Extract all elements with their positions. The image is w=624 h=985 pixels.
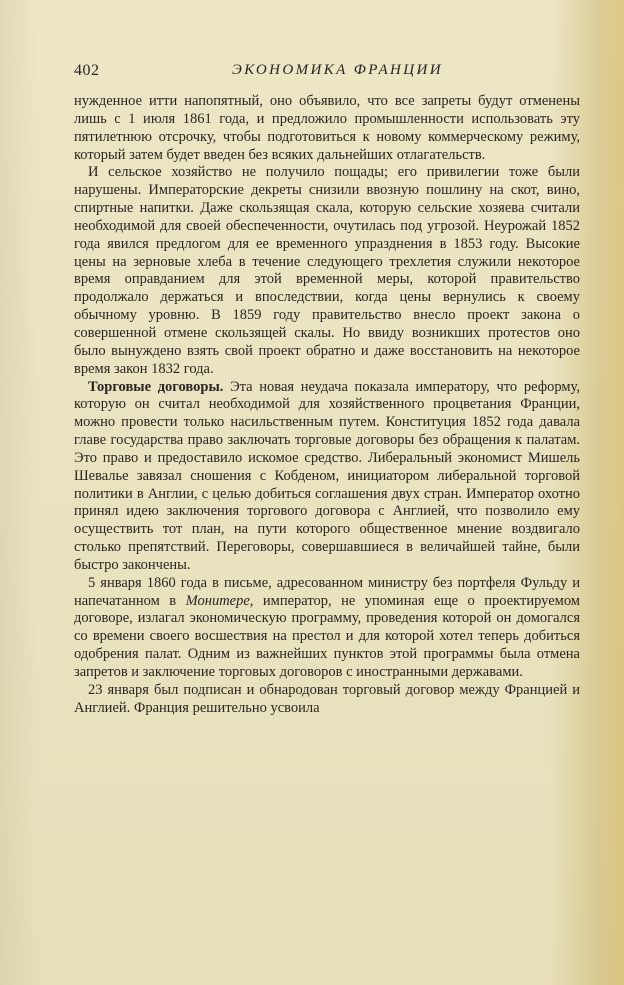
running-title: ЭКОНОМИКА ФРАНЦИИ [232, 62, 443, 78]
paragraph-january-5-part-b: , император, не упоминая еще о проектируемом договоре, излагал экономическую программу, проведения которой он домогался со времени своего восшествия на престол и для которой хотел теперь добиться одобрения палат. Одним из важнейших пунктов этой программы была отмена запретов и заключение торговых договоров с иностранными державами. [74, 592, 580, 680]
paragraph-trade-treaties-text: Эта новая неудача показала императору, что реформу, которую он считал необходимой для хозяйственного процветания Франции, можно провести только насильственным путем. Конституция 1852 года давала главе государства право заключать торговые договоры без обращения к палатам. Это право и предоставило искомое средство. Либеральный экономист Мишель Шевалье завязал сношения с Кобденом, инициатором либеральной торговой политики в Англии, с целью добиться соглашения двух стран. Император охотно принял идею заключения торгового договора с Англией, что позволило ему осуществить тот план, на пути которого общественное мнение воздвигало столько препятствий. Переговоры, совершавшиеся в величайшей тайне, были быстро закончены. [74, 378, 580, 573]
paragraph-january-23: 23 января был подписан и обнародован торговый договор между Францией и Англией. Франция решительно усвоила [74, 681, 580, 716]
newspaper-title-moniteur: Монитере [185, 592, 250, 609]
page-header [74, 62, 584, 86]
paragraph-trade-treaties [74, 379, 580, 575]
paragraph-january-5 [74, 575, 580, 682]
section-heading-trade-treaties: Торговые договоры. [88, 378, 224, 395]
body-text [74, 92, 580, 718]
paragraph-agriculture: И сельское хозяйство не получило пощады; его привилегии тоже были нарушены. Императорские декреты снизили ввозную пошлину на скот, вино, спиртные напитки. Даже скользящая скала, которую сельские хозяева считали необходимой для своей обеспеченности, очутилась под угрозой. Неурожай 1852 года явился предлогом для ее временного упразднения в 1853 году. Высокие цены на зерновые хлеба в течение следующего трехлетия служили некоторое время оправданием для этой временной меры, которой правительство продолжало держаться и впоследствии, когда цены вернулись к своему обычному уровню. В 1859 году правительство внесло проект закона о совершенной отмене скользящей скалы. Но ввиду возникших протестов оно было вынуждено взять свой проект обратно и даже восстановить на некоторое время закон 1832 года. [74, 164, 580, 377]
paragraph-continuation: нужденное итти напопятный, оно объявило, что все запреты будут отменены лишь с 1 июля 1861 года, и предложило промышленности использовать эту пятилетнюю отсрочку, чтобы подготовиться к новому коммерческому режиму, который затем будет введен без всяких дальнейших отлагательств. [74, 93, 580, 163]
paragraph-january-5-part-a: 5 января 1860 года в письме, адресованном министру без портфеля Фульду и напечатанном в [74, 574, 580, 609]
page-number: 402 [74, 62, 100, 79]
